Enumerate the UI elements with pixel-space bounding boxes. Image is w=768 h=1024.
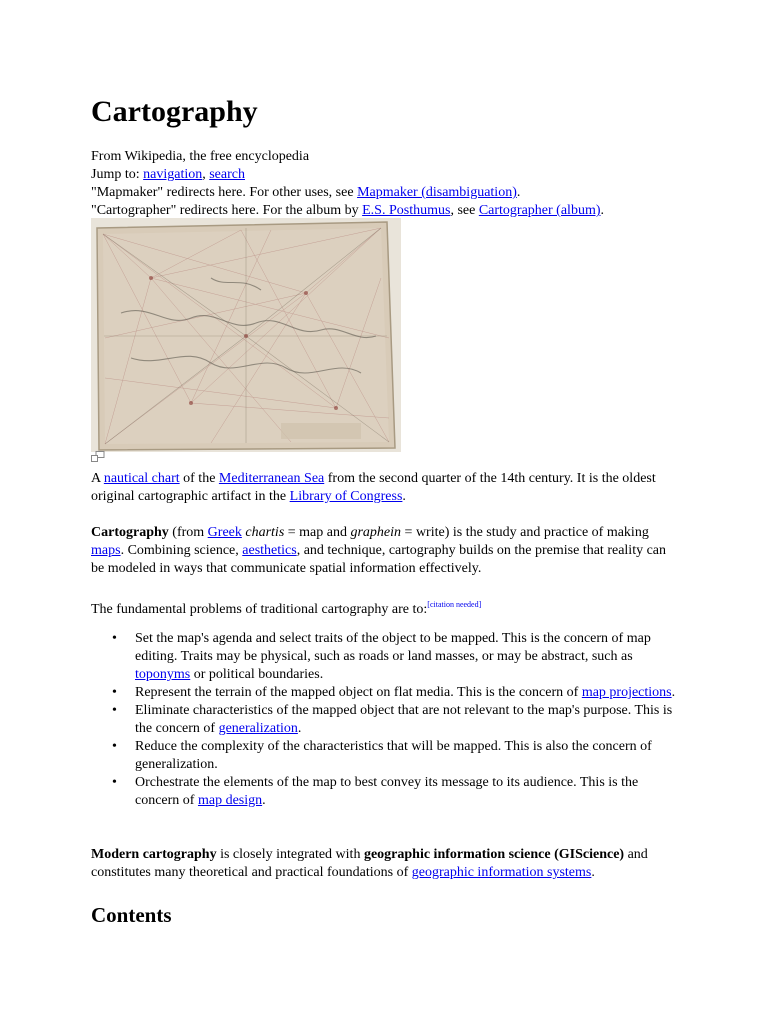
jump-navigation-link[interactable]: navigation [143, 167, 203, 182]
bullet-icon: • [112, 685, 117, 700]
intro-text-4: = write) is the study and practice of making [401, 525, 649, 540]
modern-text-2: and constitutes many theoretical and practical foundations of [91, 847, 648, 880]
list-item-text: Reduce the complexity of the characteristics that will be mapped. This is also the concern of generalization. [135, 739, 652, 772]
hatnote-mapmaker-text: "Mapmaker" redirects here. For other uses, see [91, 185, 358, 200]
maps-link[interactable]: maps [91, 543, 121, 558]
modern-text-3: . [591, 865, 595, 880]
jump-label: Jump to: [91, 167, 144, 182]
list-item [91, 774, 681, 810]
list-item-text: Orchestrate the elements of the map to best convey its message to its audience. This is the concern of [135, 775, 639, 808]
hatnote-mapmaker-end: . [516, 185, 521, 200]
caption-text-3: from the second quarter of the 14th century. It is the oldest original cartographic artifact in the [91, 471, 656, 504]
gis-link[interactable]: geographic information systems [411, 865, 592, 880]
list-item-text: Eliminate characteristics of the mapped object that are not relevant to the map's purpose. This is the concern of [135, 703, 673, 736]
list-item [91, 630, 681, 684]
cartographer-album-link[interactable]: Cartographer (album) [478, 203, 601, 218]
page-title: Cartography [91, 95, 258, 128]
giscience-bold-term: geographic information science (GIScience) [363, 847, 625, 862]
magnify-clip-icon[interactable] [91, 451, 105, 462]
site-tagline: From Wikipedia, the free encyclopedia [91, 149, 310, 164]
generalization-link[interactable]: generalization [218, 721, 298, 736]
intro-bold-term: Cartography [91, 525, 169, 540]
hatnote-cartographer-text: "Cartographer" redirects here. For the album by [91, 203, 363, 218]
hatnote-cartographer-mid: , see [450, 203, 479, 218]
modern-bold-term: Modern cartography [91, 847, 217, 862]
problems-intro [91, 596, 681, 619]
list-item-text-end: or political boundaries. [190, 667, 324, 682]
bullet-icon: • [112, 703, 117, 718]
intro-paragraph [91, 524, 681, 578]
list-item [91, 738, 681, 774]
intro-text-1: (from [168, 525, 208, 540]
list-item [91, 702, 681, 738]
map-design-link[interactable]: map design [197, 793, 263, 808]
list-item-text-end: . [262, 793, 266, 808]
bullet-icon: • [112, 775, 117, 790]
jump-links [91, 166, 245, 184]
intro-italic-chartis: chartis [245, 525, 285, 540]
citation-needed [427, 600, 481, 609]
nautical-chart-image[interactable] [91, 218, 401, 452]
citation-needed-link[interactable]: [citation needed] [427, 600, 482, 609]
hatnote-mapmaker [91, 184, 520, 202]
list-item-text: Set the map's agenda and select traits of the object to be mapped. This is the concern of map editing. Traits may be physical, such as roads or land masses, or may be abstract, such as [135, 631, 651, 664]
mediterranean-sea-link[interactable]: Mediterranean Sea [218, 471, 325, 486]
bullet-icon: • [112, 631, 117, 646]
toponyms-link[interactable]: toponyms [135, 667, 191, 682]
figure-caption [91, 470, 681, 506]
greek-link[interactable]: Greek [207, 525, 242, 540]
modern-text-1: is closely integrated with [216, 847, 364, 862]
caption-text-4: . [402, 489, 406, 504]
list-item [91, 684, 681, 702]
es-posthumus-link[interactable]: E.S. Posthumus [362, 203, 451, 218]
jump-search-link[interactable]: search [209, 167, 245, 182]
intro-text-5: . Combining science, [120, 543, 243, 558]
aesthetics-link[interactable]: aesthetics [242, 543, 297, 558]
caption-text-1: A [91, 471, 104, 486]
intro-italic-graphein: graphein [350, 525, 402, 540]
mapmaker-disambiguation-link[interactable]: Mapmaker (disambiguation) [357, 185, 517, 200]
intro-text-6: , and technique, cartography builds on the premise that reality can be modeled in ways that communicate spatial information effectively. [91, 543, 667, 576]
list-item-text-end: . [297, 721, 302, 736]
list-item-text-end: . [671, 685, 676, 700]
list-item-text: Represent the terrain of the mapped object on flat media. This is the concern of [135, 685, 582, 700]
caption-text-2: of the [179, 471, 219, 486]
bullet-icon: • [112, 739, 117, 754]
intro-text-3: = map and [284, 525, 351, 540]
contents-heading: Contents [91, 903, 172, 927]
map-projections-link[interactable]: map projections [581, 685, 672, 700]
library-of-congress-link[interactable]: Library of Congress [289, 489, 403, 504]
nautical-chart-link[interactable]: nautical chart [103, 471, 180, 486]
modern-cartography-paragraph [91, 846, 681, 882]
problems-intro-text: The fundamental problems of traditional cartography are to: [91, 602, 428, 617]
jump-separator: , [202, 167, 210, 182]
problems-list [91, 630, 681, 810]
hatnote-cartographer-end: . [600, 203, 605, 218]
